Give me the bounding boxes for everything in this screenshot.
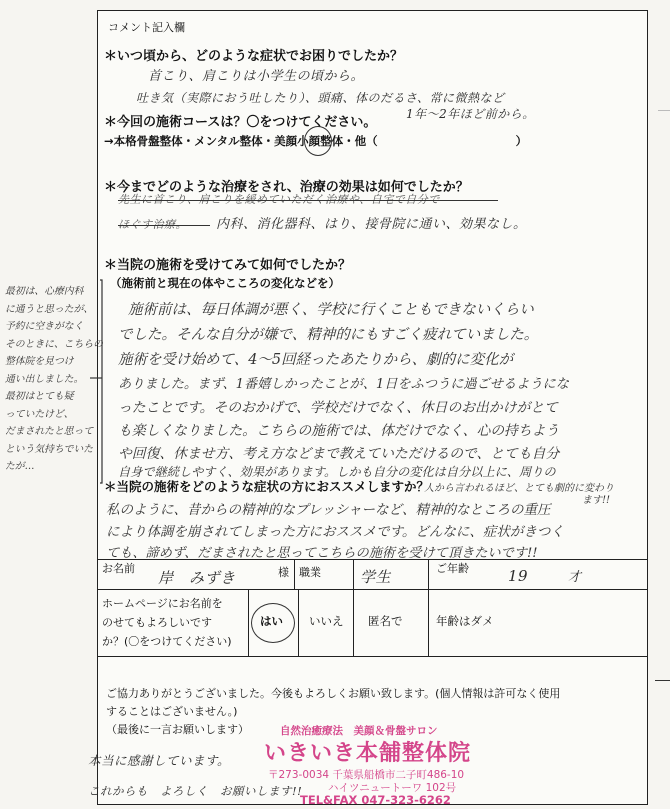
answer-4-line-3: 施術を受け始めて、4～5回経ったあたりから、劇的に変化が xyxy=(118,352,514,368)
side-note-line: そのときに、こちらの xyxy=(5,338,103,350)
table-bottom-border xyxy=(98,656,647,657)
side-note-line: という気持ちでいた xyxy=(5,443,94,455)
table-divider xyxy=(353,589,354,656)
hp-anonymous-option[interactable]: 匿名で xyxy=(368,614,403,628)
hp-question xyxy=(102,594,232,651)
table-divider xyxy=(353,559,354,589)
form-title: コメント記入欄 xyxy=(108,21,185,34)
table-row-border xyxy=(98,589,647,590)
age-unit: 才 xyxy=(568,570,582,585)
last-word-label: （最後に一言お願いします） xyxy=(106,723,249,736)
hp-question-line: か？(〇をつけてください) xyxy=(102,635,232,648)
side-note-line: 通い出しました。 xyxy=(5,373,84,385)
question-4: ＊当院の施術を受けてみて如何でしたか？ xyxy=(104,258,352,273)
answer-1-line-3: 1年～2年ほど前から。 xyxy=(406,107,535,121)
table-divider xyxy=(294,559,295,589)
question-3: ＊今までどのような治療をされ、治療の効果は如何でしたか？ xyxy=(104,180,469,195)
question-4-sub: （施術前と現在の体やこころの変化などを） xyxy=(110,276,340,290)
name-label: お名前 xyxy=(102,562,135,575)
answer-1-line-2: 吐き気（実際におう吐したり）、頭痛、体のだるさ、常に微熱など xyxy=(136,91,505,105)
side-note-line: っていたけど、 xyxy=(5,408,74,420)
age-value: 19 xyxy=(508,567,529,585)
question-5: ＊当院の施術をどのような症状の方におススメしますか？ xyxy=(104,479,430,494)
honorific: 様 xyxy=(278,566,289,579)
answer-3: 内科、消化器科、はり、接骨院に通い、効果なし。 xyxy=(216,217,527,232)
answer-3-struck-1: 先生に首こり、肩こりを緩めていただく治療や、自宅で自分で xyxy=(118,193,440,206)
job-value: 学生 xyxy=(360,568,392,586)
table-top-border xyxy=(98,559,647,560)
answer-4-extra-1: 人から言われるほど、とても劇的に変わり xyxy=(424,483,614,494)
side-note-bracket xyxy=(88,278,108,488)
job-label: 職業 xyxy=(299,566,321,579)
question-1: ＊いつ頃から、どのような症状でお困りでしたか？ xyxy=(104,49,404,64)
salon-address-2: ハイツニュートーワ 102号 xyxy=(328,782,457,794)
thanks-line-1: ご協力ありがとうございました。今後もよろしくお願い致します。(個人情報は許可なく使用 xyxy=(106,687,561,700)
hp-yes-option[interactable]: はい xyxy=(260,614,283,628)
comment-form-sheet xyxy=(88,10,648,807)
table-divider xyxy=(248,589,249,656)
answer-4-line-6: も楽しくなりました。こちらの施術では、体だけでなく、心の持ちよう xyxy=(118,423,560,439)
strikethrough-line xyxy=(118,225,210,226)
salon-tel: TEL&FAX 047-323-6262 xyxy=(300,793,451,807)
side-note-line: たが… xyxy=(5,461,35,472)
side-note-line: 最初は、心療内科 xyxy=(5,286,84,297)
name-value: 岸 みずき xyxy=(158,569,236,587)
side-note-line: 予約に空きがなく xyxy=(5,321,84,332)
answer-5-line-1: 私のように、昔からの精神的なプレッシャーなど、精神的なところの重圧 xyxy=(106,502,551,518)
table-divider xyxy=(298,589,299,656)
answer-4-line-1: 施術前は、毎日体調が悪く、学校に行くこともできないくらい xyxy=(128,302,534,318)
salon-tagline: 自然治癒療法 美顔＆骨盤サロン xyxy=(280,725,438,737)
question-2: ＊今回の施術コースは？〇をつけてください。 xyxy=(104,115,377,130)
answer-4-line-8: 自身で継続しやすく、効果があります。しかも自分の変化は自分以上に、周りの xyxy=(118,465,556,479)
side-note-line: 最初はとても疑 xyxy=(5,391,74,402)
answer-5-line-2: により体調を崩されてしまった方におススメです。どんなに、症状がきつく xyxy=(106,524,564,540)
hp-question-line: ホームページにお名前を xyxy=(102,597,223,610)
answer-4-line-5: ったことです。そのおかげで、学校だけでなく、休日のお出かけがとて xyxy=(118,400,558,416)
side-note-line: に通うと思ったが、 xyxy=(5,303,94,315)
side-note-line: だまされたと思って xyxy=(5,426,94,437)
answer-5-line-3: ても、諦めず、だまされたと思ってこちらの施術を受けて頂きたいです!! xyxy=(106,546,538,561)
course-options: →本格骨盤整体・メンタル整体・美顔小顔整体・他（ ） xyxy=(104,134,528,148)
hp-no-option[interactable]: いいえ xyxy=(309,614,344,628)
hp-age-no-option[interactable]: 年齢はダメ xyxy=(436,614,494,628)
answer-4-line-2: でした。そんな自分が嫌で、精神的にもすごく疲れていました。 xyxy=(118,327,539,343)
salon-address-1: 〒273-0034 千葉県船橋市二子町486-10 xyxy=(268,769,465,781)
hp-question-line: のせてもよろしいです xyxy=(102,616,212,629)
answer-4-line-4: ありました。まず、1番嬉しかったことが、1日をふつうに過ごせるようにな xyxy=(118,377,569,392)
selected-course-circle xyxy=(304,126,332,156)
thanks-line-2: することはございません。) xyxy=(106,705,238,718)
page-edge-mark xyxy=(658,110,670,121)
answer-3-struck-2: ほぐす治療。 xyxy=(118,218,187,231)
salon-name: いきいき本舗整体院 xyxy=(264,741,472,766)
last-word-line-1: 本当に感謝しています。 xyxy=(88,753,231,768)
answer-1-line-1: 首こり、肩こりは小学生の頃から。 xyxy=(148,69,365,84)
table-divider xyxy=(428,559,429,656)
age-label: ご年齢 xyxy=(436,562,469,575)
page-edge-mark xyxy=(655,680,670,681)
side-note-line: 整体院を見つけ xyxy=(5,356,74,367)
answer-4-extra-2: ます!! xyxy=(582,495,611,506)
answer-4-line-7: や回復、休ませ方、考え方などまで教えていただけるので、とても自分 xyxy=(118,446,560,462)
strikethrough-line xyxy=(118,200,498,201)
last-word-line-2: これからも よろしく お願いします!! xyxy=(88,784,303,798)
